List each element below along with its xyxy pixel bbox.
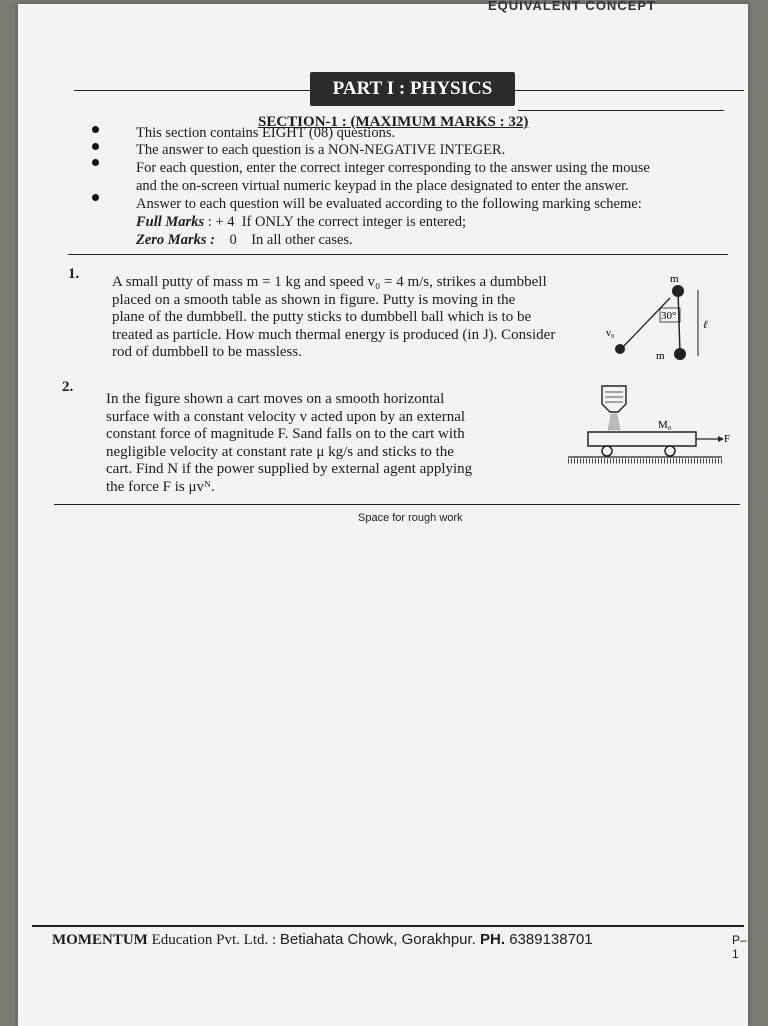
question-2-line-5: cart. Find N if the power supplied by external agent applying (106, 461, 473, 477)
footer-phone: 6389138701 (509, 931, 593, 948)
full-marks-value: : + 4 (207, 214, 235, 230)
instruction-line-1: This section contains EIGHT (08) questions. (136, 125, 396, 141)
mass-top-label: m (670, 273, 679, 285)
section-rule (518, 110, 724, 111)
question-1-text (112, 274, 612, 362)
footer-phone-label: PH. (475, 931, 510, 948)
footer (52, 931, 593, 949)
section-title: SECTION-1 : (MAXIMUM MARKS : 32) (258, 114, 529, 130)
cart-body (588, 432, 696, 446)
question-1-number: 1. (68, 266, 80, 282)
putty-velocity-line (622, 298, 670, 348)
instruction-line-3: For each question, enter the correct integer corresponding to the answer using the mouse (136, 160, 650, 176)
cart-wheel-left (602, 446, 612, 456)
bullet-4 (92, 194, 99, 201)
bullet-1 (92, 126, 99, 133)
bullet-3 (92, 159, 99, 166)
force-label: F (724, 433, 730, 445)
question-2-line-2: surface with a constant velocity v acted upon by an external (106, 408, 466, 425)
instruction-line-5: Answer to each question will be evaluated according to the following marking scheme: (136, 196, 642, 212)
footer-company-rest: Education Pvt. Ltd. : (147, 932, 280, 948)
angle-label: 30° (661, 310, 677, 322)
dumbbell-ball-top (672, 285, 684, 297)
footer-company: MOMENTUM (52, 932, 148, 948)
cart-wheel-right (665, 446, 675, 456)
question-1-line-1: A small putty of mass m = 1 kg and speed v₀ = 4 m/s, strikes a dumbbell (112, 274, 547, 290)
dumbbell-figure (600, 266, 710, 366)
velocity-label: v₀ (606, 328, 615, 339)
sand-stream (608, 414, 620, 430)
full-marks-label: Full Marks (136, 214, 205, 230)
question-1-line-3: plane of the dumbbell. the putty sticks to dumbbell ball which is to be (112, 309, 532, 325)
question-1-line-4: treated as particle. How much thermal energy is produced (in J). Consider (112, 326, 556, 343)
zero-marks-line (136, 231, 353, 249)
part-title: PART I : PHYSICS (310, 72, 515, 106)
zero-marks-text: In all other cases. (251, 232, 353, 248)
document-page (18, 0, 748, 1026)
instruction-line-2-text: The answer to each question is a NON-NEGATIVE INTEGER. (136, 142, 506, 158)
footer-address: Betiahata Chowk, Gorakhpur. (279, 931, 476, 948)
footer-rule (32, 925, 744, 927)
cart-figure (550, 382, 730, 468)
question-1-line-2: placed on a smooth table as shown in figure. Putty is moving in the (112, 291, 516, 308)
mass-bottom-label: m (656, 350, 665, 362)
instructions-rule (68, 254, 728, 255)
header-strip: EQUIVALENT CONCEPT (488, 0, 656, 13)
bullet-2 (92, 143, 99, 150)
question-2-text (106, 391, 556, 496)
rough-work-rule (54, 504, 740, 505)
question-1-line-5: rod of dumbbell to be massless. (112, 344, 302, 360)
rough-work-label: Space for rough work (358, 512, 463, 524)
dumbbell-ball-bottom (674, 348, 686, 360)
cart-mass-label: M₀ (658, 419, 672, 431)
putty-ball (615, 344, 625, 354)
page-number: P–1 (732, 933, 747, 961)
full-marks-line (136, 213, 466, 231)
question-2-line-4: negligible velocity at constant rate μ kg/s and sticks to the (106, 443, 454, 460)
zero-marks-value: 0 (229, 232, 237, 248)
sand-hopper (602, 386, 626, 412)
question-2-line-1: In the figure shown a cart moves on a smooth horizontal (106, 391, 445, 407)
instruction-line-2 (136, 141, 505, 159)
question-2-line-3: constant force of magnitude F. Sand falls on to the cart with (106, 426, 465, 442)
question-2-line-6: the force F is μvᴺ. (106, 478, 215, 495)
question-2-number: 2. (62, 379, 74, 395)
instruction-line-4: and the on-screen virtual numeric keypad in the place designated to enter the answer. (136, 178, 629, 194)
zero-marks-label: Zero Marks : (136, 232, 215, 248)
length-label: ℓ (703, 319, 708, 331)
full-marks-text: If ONLY the correct integer is entered; (241, 214, 466, 230)
